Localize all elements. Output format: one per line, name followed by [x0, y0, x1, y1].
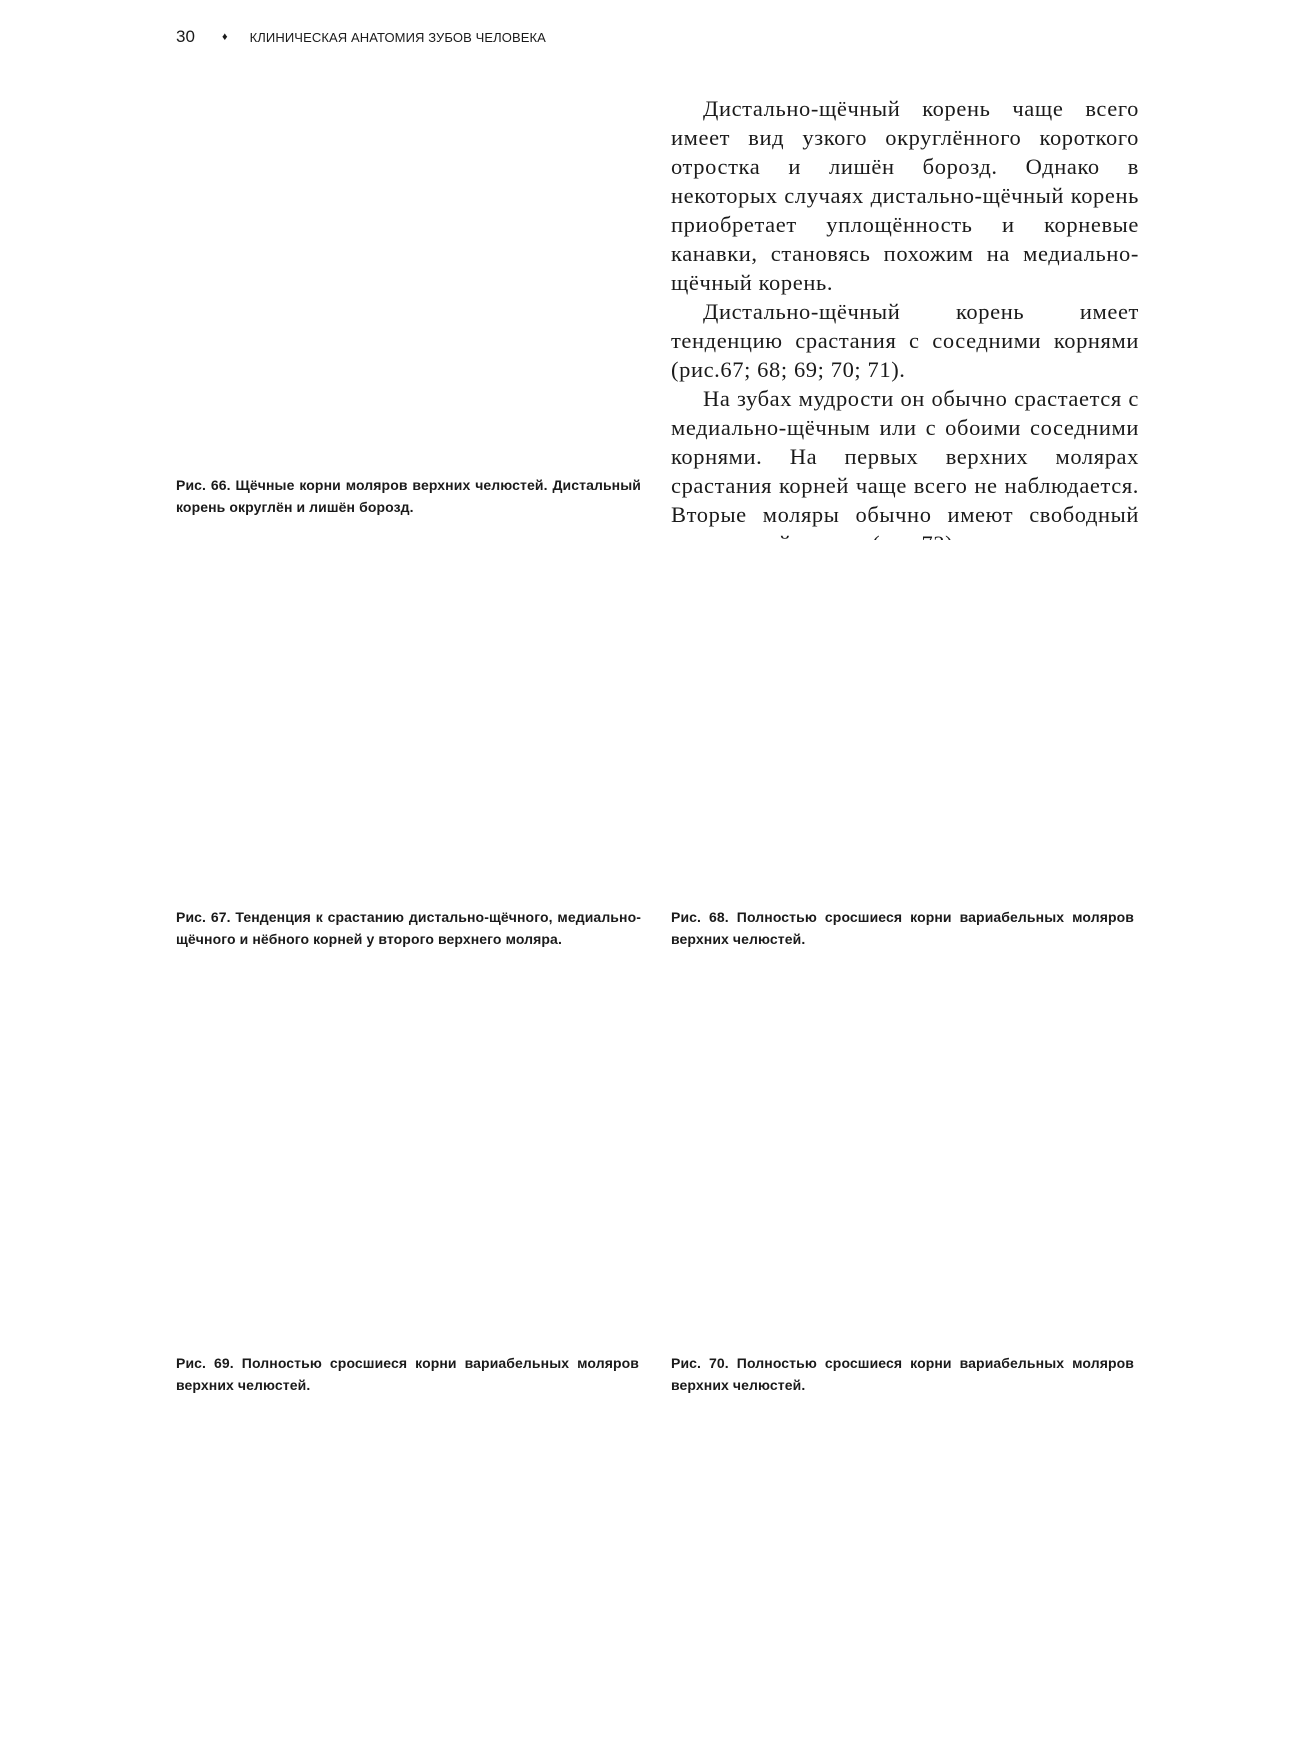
paragraph: На зубах мудрости он обычно срастается с медиально-щёчным или с обоими соседними корнями. На первых верхних молярах срастания корней чаще всего не наблюдается. Вторые моляры обычно имеют свободный	[671, 386, 1139, 527]
running-title: КЛИНИЧЕСКАЯ АНАТОМИЯ ЗУБОВ ЧЕЛОВЕКА	[249, 29, 546, 45]
diamond-separator-icon: ♦	[222, 31, 228, 43]
figure-70-image	[671, 990, 1134, 1345]
figure-69-image	[176, 990, 641, 1345]
figure-68-image	[671, 540, 1134, 900]
page-number: 30	[176, 27, 195, 46]
page-header	[176, 24, 546, 50]
paragraph: Дистально-щёчный корень чаще всего имеет вид узкого округлённого короткого отростка и лишён борозд. Однако в некоторых случаях дистально-щёчный корень приобретает уплощённость и корневые канавки, становясь похожим на медиально-щёчный корень.	[671, 96, 1139, 295]
figure-68-caption: Рис. 68. Полностью сросшиеся корни вариабельных моляров верхних челюстей.	[671, 909, 1134, 947]
figure-69-caption: Рис. 69. Полностью сросшиеся корни вариабельных моляров верхних челюстей.	[176, 1355, 639, 1393]
figure-66-image	[176, 90, 641, 470]
body-text	[671, 94, 1139, 558]
figure-67-caption: Рис. 67. Тенденция к срастанию дистально-щёчного, медиально-щёчного и нёбного корней у второго верхнего моляра.	[176, 909, 641, 947]
figure-70-caption: Рис. 70. Полностью сросшиеся корни вариабельных моляров верхних челюстей.	[671, 1355, 1134, 1393]
figure-66-caption: Рис. 66. Щёчные корни моляров верхних челюстей. Дистальный корень округлён и лишён борозд.	[176, 477, 641, 515]
figure-67-image	[176, 540, 641, 900]
paragraph: Дистально-щёчный корень имеет тенденцию срастания с соседними корнями (рис.67; 68; 69; 70; 71).	[671, 299, 1139, 382]
